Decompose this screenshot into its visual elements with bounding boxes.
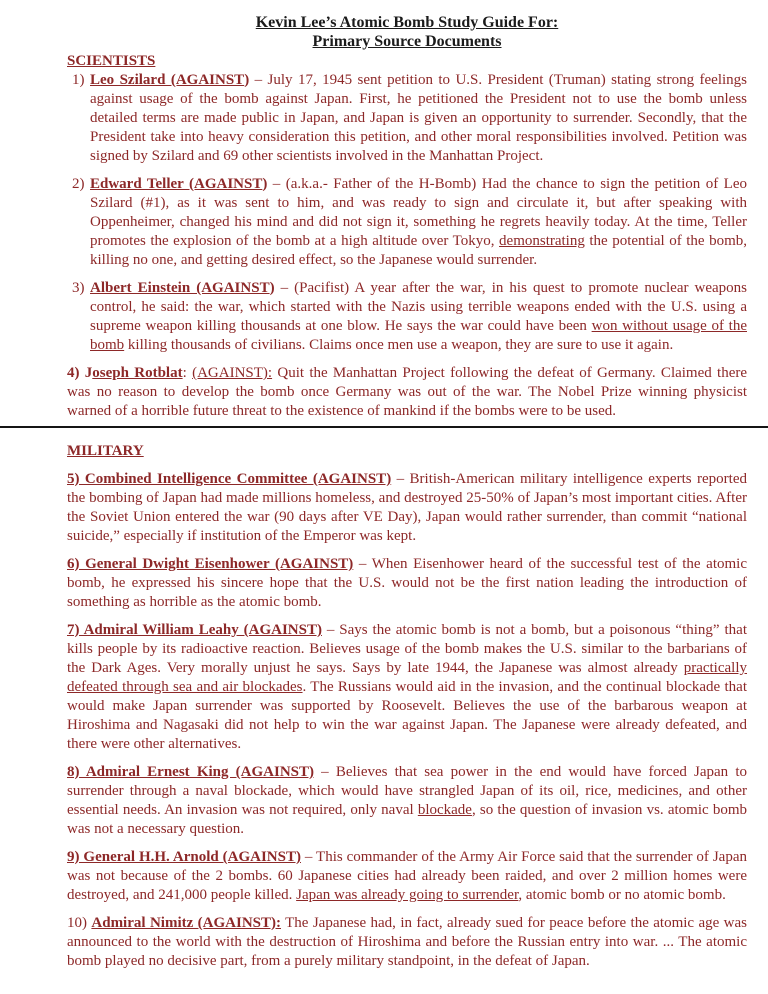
section-heading-scientists: SCIENTISTS [67,53,156,69]
item-3-name-close: ) [269,280,275,296]
item-3-number: 3) [72,280,85,296]
title-text-1: Kevin Lee’s Atomic Bomb Study Guide For: [255,14,559,31]
item-4-body: Quit the Manhattan Project following the defeat of Germany. Claimed there was no reason to develop the bomb once Germany was out of the war. The Nobel Prize winning physicist warned of a horrible future threat to the existence of mankind if the bombs were to be used. [67,365,748,419]
item-10-number: 10) [67,915,92,931]
item-1-text [90,71,747,166]
item-4-name-initial: J [79,365,93,381]
item-1-body: – July 17, 1945 sent petition to U.S. President (Truman) stating strong feelings against usage of the bomb against Japan. First, he petitioned the President not to use the bomb unless detailed terms are made public in Japan, and Japan is given an opportunity to surrender. Secondly, that the President take into heavy consideration this petition, and other moral responsibilities involved. Petition was signed by Szilard and 69 other scientists involved in the Manhattan Project. [90,72,747,164]
item-4-person-name: oseph Rotblat [92,365,183,381]
item-8-body-b: , so the question of invasion vs. atomic bomb was not a necessary question. [67,802,747,837]
item-7-body-b: . The Russians would aid in the invasion, and the continual blockade that would make Japan surrender was supported by Roosevelt. Believes the use of the barbarous weapon at Hiroshima and Nagasaki did not help to win the war against Japan. The Japanese were already defeated, and there were other alternatives. [67,679,747,752]
item-2-name-close: ) [262,176,268,192]
item-5-head: 5) Combined Intelligence Committee (AGAINST) [67,471,392,487]
title-line-1 [67,13,747,32]
item-10-body: The Japanese had, in fact, already sued for peace before the atomic age was announced to the world with the destruction of Hiroshima and before the Russian entry into war. ... The atomic bomb played no decisive part, from a purely military standpoint, in the defeat of Japan. [67,915,747,969]
item-2-text [90,175,747,270]
section-heading-military: MILITARY [67,443,144,459]
item-9-body-a: – This commander of the Army Air Force said that the surrender of Japan was not because of the 2 bombs. 60 Japanese cities had already been raided, and over 2 million homes were destroyed, and 241,000 people killed. [67,849,747,903]
item-8-body-a: – Believes that sea power in the end would have forced Japan to surrender through a naval blockade, which would have strangled Japan of its oil, rice, medicines, and other essential needs. An invasion was not required, only naval [67,764,747,818]
list-item-2 [67,175,747,270]
item-3-person-name: Albert Einstein (AGAINST [90,280,270,296]
item-3-underlined-phrase: won without usage of the bomb [90,318,747,353]
item-3-body-a: – (Pacifist) A year after the war, in his quest to promote nuclear weapons control, he said: the war, which started with the Nazis using terrible weapons ended with the U.S. using a supreme weapon killing thousands at one blow. He says the war could have been [90,280,748,334]
item-9-head: 9) General H.H. Arnold (AGAINST) [67,849,301,865]
item-9-underlined-phrase: Japan was already going to surrender [296,887,519,903]
list-item-9 [67,848,747,905]
item-2-person-name: Edward Teller (AGAINST [90,176,263,192]
list-item-1 [67,71,747,166]
item-7-head: 7) Admiral William Leahy (AGAINST) [67,622,322,638]
item-1-number: 1) [72,72,85,88]
item-7-underlined-phrase: practically defeated through sea and air blockades [67,660,747,695]
item-2-underlined-phrase: demonstrating [499,233,585,249]
item-2-body-a: – (a.k.a.- Father of the H-Bomb) Had the chance to sign the petition of Leo Szilard (#1), as it was sent to him, and was ready to sign and circulate it, but after speaking with Oppenheimer, changed his mind and did not sign it, something he regrets heavily today. At the time, Teller promotes the explosion of the bomb at a high altitude over Tokyo, [90,176,748,249]
item-9-body-b: , atomic bomb or no atomic bomb. [518,887,726,903]
item-3-body-b: killing thousands of civilians. Claims once men use a weapon, they are sure to use it again. [124,337,674,353]
item-3-text [90,279,747,355]
item-2-number: 2) [72,176,85,192]
list-item-8 [67,763,747,839]
document-title [67,13,747,51]
list-item-6 [67,555,747,612]
item-10-head: Admiral Nimitz (AGAINST): [91,915,281,931]
item-1-name-close: ) [244,72,250,88]
title-line-2 [67,32,747,51]
item-6-body: – When Eisenhower heard of the successful test of the atomic bomb, he expressed his sincere hope that the U.S. would not be the first nation leading the introduction of something as horrible as the atomic bomb. [67,556,747,610]
item-5-body: – British-American military intelligence experts reported the bombing of Japan had made millions homeless, and destroyed 25-50% of Japan’s most important cities. After the Soviet Union entered the war (90 days after VE Day), Japan would rather surrender, than commit “national suicide,” especially if institution of the Emperor was kept. [67,471,747,544]
item-4-against-label: (AGAINST): [192,365,273,381]
item-6-head: 6) General Dwight Eisenhower (AGAINST) [67,556,354,572]
section-divider [0,426,768,428]
item-4-number: 4) [67,365,80,381]
item-7-body-a: – Says the atomic bomb is not a bomb, but a poisonous “thing” that kills people by its radioactive reaction. Believes usage of the bomb makes the U.S. similar to the barbarians of the Dark Ages. Very morally unjust he says. Says by late 1944, the Japanese was almost already [67,622,747,676]
title-text-2: Primary Source Documents [312,33,502,50]
list-item-10 [67,914,747,971]
list-item-4 [67,364,747,421]
item-8-underlined-phrase: blockade [417,802,472,818]
item-1-person-name: Leo Szilard (AGAINST [90,72,245,88]
list-item-7 [67,621,747,754]
item-8-head: 8) Admiral Ernest King (AGAINST) [67,764,314,780]
list-item-3 [67,279,747,355]
item-4-colon: : [182,365,193,381]
list-item-5 [67,470,747,546]
item-2-body-b: the potential of the bomb, killing no one, and getting desired effect, so the Japanese would surrender. [90,233,747,268]
